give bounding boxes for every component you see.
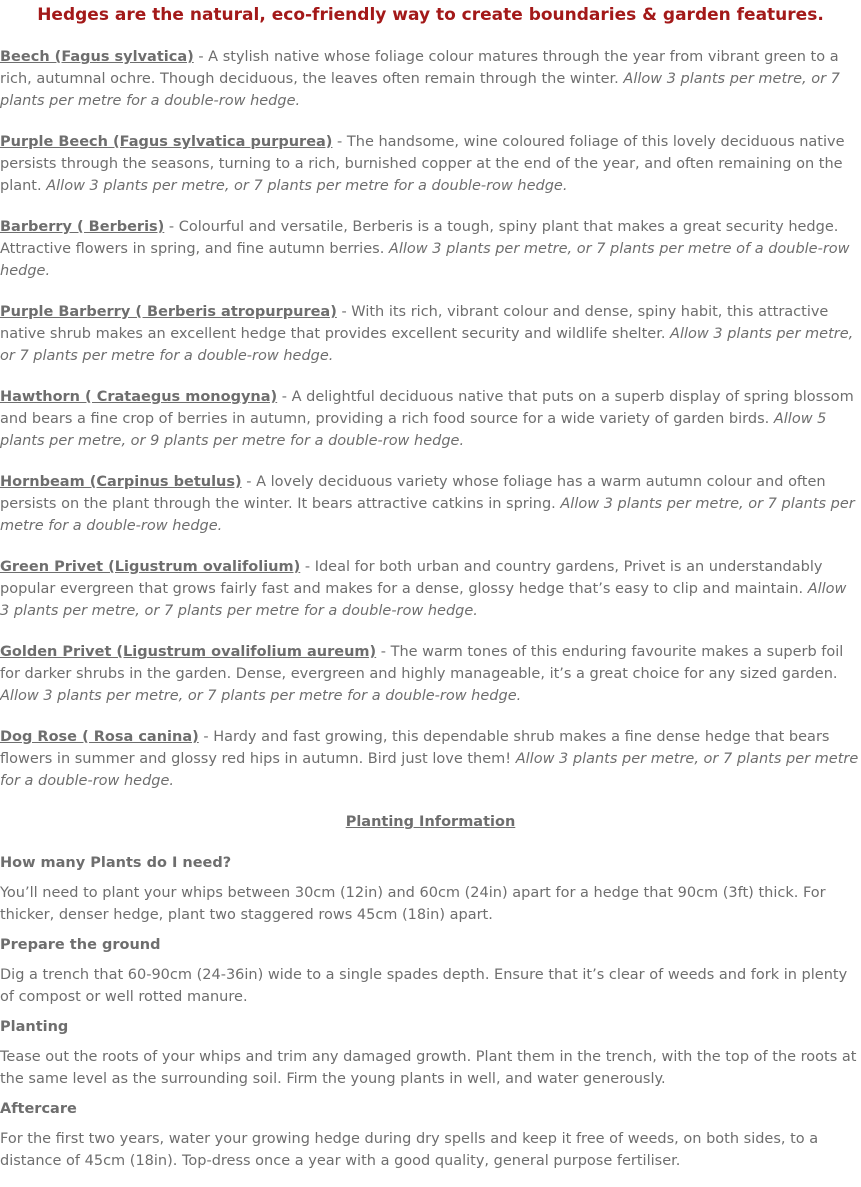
plant-description: - Ideal for both urban and country gardens, Privet is an understandably popular evergreen that grows fairly fast and makes for a dense, glossy hedge that’s easy to clip and maintain. <box>0 559 823 597</box>
page <box>0 3 861 1172</box>
info-heading-planting: Planting <box>0 1019 69 1035</box>
plant-allowance: Allow 3 plants per metre, or 7 plants per metre for a double-row hedge. <box>46 178 568 194</box>
plant-entry-dog-rose <box>0 726 861 792</box>
plant-entry-beech <box>0 46 861 112</box>
plant-entry-barberry <box>0 216 861 282</box>
info-text-aftercare: For the first two years, water your growing hedge during dry spells and keep it free of weeds, on both sides, to a distance of 45cm (18in). Top-dress once a year with a good quality, general purpose fertiliser. <box>0 1131 819 1169</box>
plant-entry-hornbeam <box>0 471 861 537</box>
plant-link-hornbeam[interactable]: Hornbeam (Carpinus betulus) <box>0 474 242 490</box>
plant-link-green-privet[interactable]: Green Privet (Ligustrum ovalifolium) <box>0 559 301 575</box>
plant-link-purple-barberry[interactable]: Purple Barberry ( Berberis atropurpurea) <box>0 304 337 320</box>
plant-link-dog-rose[interactable]: Dog Rose ( Rosa canina) <box>0 729 199 745</box>
plant-allowance: Allow 3 plants per metre, or 7 plants per metre for a double-row hedge. <box>0 581 847 619</box>
plant-description: - A lovely deciduous variety whose foliage has a warm autumn colour and often persists on the plant through the winter. It bears attractive catkins in spring. <box>0 474 826 512</box>
plant-description: - With its rich, vibrant colour and dense, spiny habit, this attractive native shrub makes an excellent hedge that provides excellent security and wildlife shelter. <box>0 304 829 342</box>
plant-description: - The handsome, wine coloured foliage of this lovely deciduous native persists through the seasons, turning to a rich, burnished copper at the end of the year, and often remaining on the plant. <box>0 134 845 194</box>
info-text-planting: Tease out the roots of your whips and trim any damaged growth. Plant them in the trench, with the top of the roots at the same level as the surrounding soil. Firm the young plants in well, and water generously. <box>0 1049 857 1087</box>
info-text-prepare: Dig a trench that 60-90cm (24-36in) wide to a single spades depth. Ensure that it’s clear of weeds and fork in plenty of compost or well rotted manure. <box>0 967 848 1005</box>
plant-allowance: Allow 5 plants per metre, or 9 plants per metre for a double-row hedge. <box>0 411 827 449</box>
plant-link-barberry[interactable]: Barberry ( Berberis) <box>0 219 165 235</box>
plant-entry-green-privet <box>0 556 861 622</box>
plant-description: - Colourful and versatile, Berberis is a tough, spiny plant that makes a great security hedge. Attractive flowers in spring, and fine autumn berries. <box>0 219 839 257</box>
plant-description: - A stylish native whose foliage colour matures through the year from vibrant green to a rich, autumnal ochre. Though deciduous, the leaves often remain through the winter. <box>0 49 839 87</box>
plant-allowance: Allow 3 plants per metre, or 7 plants per metre for a double-row hedge. <box>0 326 854 364</box>
plant-link-purple-beech[interactable]: Purple Beech (Fagus sylvatica purpurea) <box>0 134 333 150</box>
plant-link-beech[interactable]: Beech (Fagus sylvatica) <box>0 49 194 65</box>
plant-description: - A delightful deciduous native that puts on a superb display of spring blossom and bears a fine crop of berries in autumn, providing a rich food source for a wide variety of garden birds. <box>0 389 854 427</box>
plant-entry-purple-barberry <box>0 301 861 367</box>
plant-allowance: Allow 3 plants per metre, or 7 plants per metre for a double-row hedge. <box>0 751 859 789</box>
plant-allowance: Allow 3 plants per metre, or 7 plants per metre for a double-row hedge. <box>0 496 855 534</box>
plant-entry-purple-beech <box>0 131 861 197</box>
planting-information-title: Planting Information <box>345 814 516 830</box>
info-heading-aftercare: Aftercare <box>0 1101 77 1117</box>
info-text-how-many: You’ll need to plant your whips between 30cm (12in) and 60cm (24in) apart for a hedge that 90cm (3ft) thick. For thicker, denser hedge, plant two staggered rows 45cm (18in) apart. <box>0 885 826 923</box>
plant-entry-hawthorn <box>0 386 861 452</box>
plant-allowance: Allow 3 plants per metre, or 7 plants per metre for a double-row hedge. <box>0 71 840 109</box>
page-headline: Hedges are the natural, eco-friendly way to create boundaries & garden features. <box>37 5 824 25</box>
plant-description: - The warm tones of this enduring favourite makes a superb foil for darker shrubs in the garden. Dense, evergreen and highly manageable, it’s a great choice for any sized garden. <box>0 644 844 682</box>
plant-entry-golden-privet <box>0 641 861 707</box>
info-heading-prepare: Prepare the ground <box>0 937 161 953</box>
info-heading-how-many: How many Plants do I need? <box>0 855 232 871</box>
plant-link-golden-privet[interactable]: Golden Privet (Ligustrum ovalifolium aureum) <box>0 644 377 660</box>
plant-link-hawthorn[interactable]: Hawthorn ( Crataegus monogyna) <box>0 389 278 405</box>
plant-description: - Hardy and fast growing, this dependable shrub makes a fine dense hedge that bears flowers in summer and glossy red hips in autumn. Bird just love them! <box>0 729 830 767</box>
plant-allowance: Allow 3 plants per metre, or 7 plants per metre of a double-row hedge. <box>0 241 850 279</box>
plant-allowance: Allow 3 plants per metre, or 7 plants per metre for a double-row hedge. <box>0 688 522 704</box>
